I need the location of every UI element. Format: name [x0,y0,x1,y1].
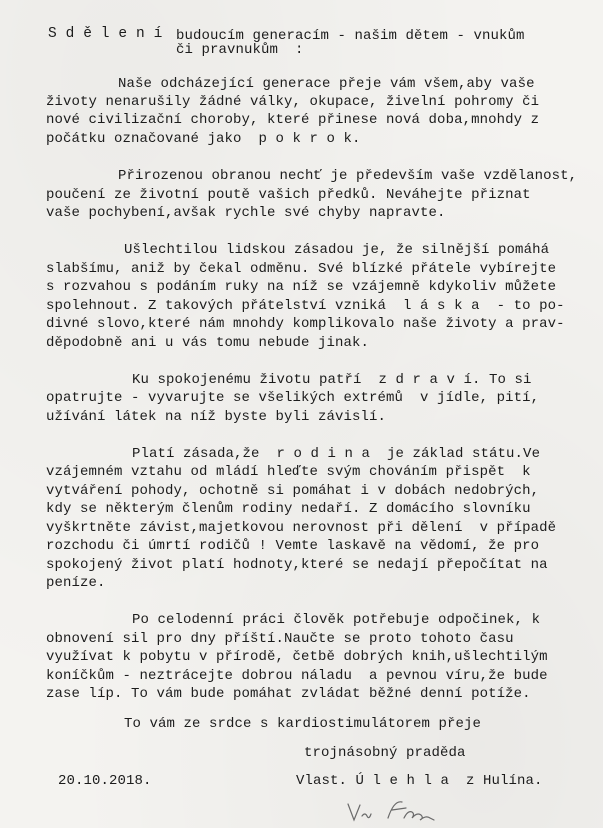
paragraph-5-line-4: kdy se některým členům rodiny nedaří. Z domácího slovníku [46,501,531,517]
paragraph-6-line-4: koníčkům - neztrácejte dobrou náladu a pevnou víru,že bude [46,668,548,684]
paragraph-4-line-1: Ku spokojenému životu patří z d r a v í. To si [132,372,532,388]
letter-date: 20.10.2018. [58,773,152,789]
paragraph-5-line-3: vytváření pohody, ochotně si pomáhat i v dobách nedobrých, [46,483,540,499]
paragraph-6-line-1: Po celodenní práci člověk potřebuje odpočinek, k [132,612,541,628]
paragraph-6-line-2: obnovení sil pro dny příští.Naučte se proto tohoto času [46,631,514,647]
paragraph-1-line-4: počátku označované jako p o k r o k. [46,131,361,147]
paragraph-3-line-4: spolehnout. Z takových přátelství vzniká l á s k a - to po- [46,298,565,314]
paragraph-5-line-7: spokojený život platí hodnoty,které se nedají přepočítat na [46,557,548,573]
paragraph-4-line-2: opatrujte - vyvarujte se všelikých extrémů v jídle, pití, [46,390,540,406]
paragraph-3-line-2: slabšímu, aniž by čekal odměnu. Své blízké přátele vybírejte [46,261,557,277]
paragraph-5-line-2: vzájemném vztahu od mládí hleďte svým chováním přispět k [46,464,531,480]
paragraph-2-line-2: poučení ze životní poutě vašich předků. Neváhejte přiznat [46,187,531,203]
paragraph-1-line-2: životy nenarušily žádné války, okupace, živelní pohromy či [46,94,540,110]
paragraph-3-line-1: Ušlechtilou lidskou zásadou je, že silnější pomáhá [124,242,550,258]
heading-line-1: budoucím generacím - našim dětem - vnukům [176,28,525,44]
closing-line: To vám ze srdce s kardiostimulátorem přeje [124,716,482,732]
signer-name: Vlast. Ú l e h l a z Hulína. [296,773,543,789]
paragraph-1-line-3: nové civilizační choroby, které přinese nová doba,mnohdy z [46,112,540,128]
heading-word: S d ě l e n í [48,26,163,42]
handwritten-signature [340,796,470,826]
paragraph-6-line-3: využívat k pobytu v přírodě, četbě dobrých knih,ušlechtilým [46,649,548,665]
paragraph-2-line-3: vaše pochybení,avšak rychle své chyby napravte. [46,205,446,221]
paragraph-5-line-5: vyškrtněte závist,majetkovou nerovnost při dělení v případě [46,520,557,536]
paragraph-3-line-3: s rozvahou s podáním ruky na níž se vzájemně kdykoliv můžete [46,279,557,295]
paragraph-3-line-5: divné slovo,které nám mnohdy komplikovalo naše životy a prav- [46,316,565,332]
paragraph-6-line-5: zase líp. To vám bude pomáhat zvládat běžné denní potíže. [46,686,531,702]
paragraph-5-line-1: Platí zásada,že r o d i n a je základ státu.Ve [132,446,541,462]
heading-line-2: či pravnukům : [176,42,304,58]
paragraph-1-line-1: Naše odcházející generace přeje vám všem,aby vaše [118,76,535,92]
paragraph-2-line-1: Přirozenou obranou nechť je především vaše vzdělanost, [118,168,578,184]
paragraph-5-line-8: peníze. [46,575,106,591]
signer-title: trojnásobný praděda [304,745,466,761]
paragraph-3-line-6: děpodobně ani u vás tomu nebude jinak. [46,335,370,351]
paragraph-4-line-3: užívání látek na níž byste byli závislí. [46,409,387,425]
paragraph-5-line-6: rozchodu či úmrtí rodičů ! Vemte laskavě na vědomí, že pro [46,538,540,554]
